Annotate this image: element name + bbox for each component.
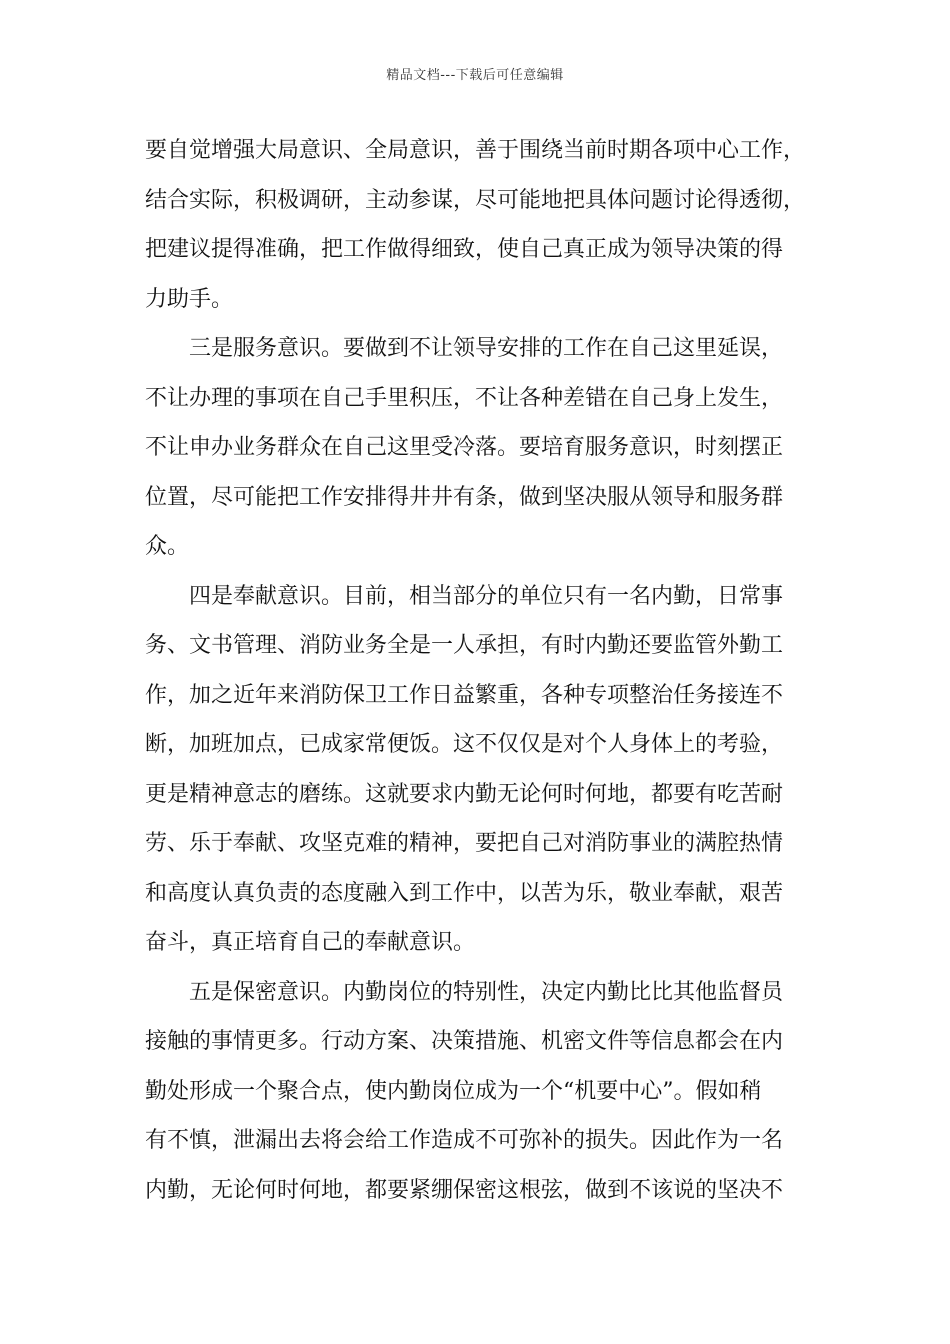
text-line: 务、文书管理、消防业务全是一人承担，有时内勤还要监管外勤工 xyxy=(145,633,784,658)
text-line: 奋斗，真正培育自己的奉献意识。 xyxy=(145,930,476,955)
text-line: 劳、乐于奉献、攻坚克难的精神，要把自己对消防事业的满腔热情 xyxy=(145,831,784,856)
text-line: 和高度认真负责的态度融入到工作中，以苦为乐，敬业奉献，艰苦 xyxy=(145,880,784,906)
text-line: 四是奉献意识。目前，相当部分的单位只有一名内勤，日常事 xyxy=(189,583,784,609)
text-line: 五是保密意识。内勤岗位的特别性，决定内勤比比其他监督员 xyxy=(189,979,784,1005)
text-line: 把建议提得准确，把工作做得细致，使自己真正成为领导决策的得 xyxy=(145,237,784,262)
text-line: 位置，尽可能把工作安排得井井有条，做到坚决服从领导和服务群 xyxy=(145,484,784,510)
text-line: 作，加之近年来消防保卫工作日益繁重，各种专项整治任务接连不 xyxy=(145,682,784,708)
text-line: 更是精神意志的磨练。这就要求内勤无论何时何地，都要有吃苦耐 xyxy=(145,781,784,807)
text-line: 断，加班加点，已成家常便饭。这不仅仅是对个人身体上的考验， xyxy=(145,732,784,757)
text-line: 众。 xyxy=(145,534,190,559)
text-line: 有不慎，泄漏出去将会给工作造成不可弥补的损失。因此作为一名 xyxy=(145,1128,784,1153)
text-line: 三是服务意识。要做到不让领导安排的工作在自己这里延误， xyxy=(189,336,784,361)
body-text xyxy=(145,126,817,1215)
text-line: 要自觉增强大局意识、全局意识，善于围绕当前时期各项中心工作， xyxy=(145,138,806,163)
text-line: 不让办理的事项在自己手里积压，不让各种差错在自己身上发生， xyxy=(145,385,784,411)
running-header: 精品文档---下载后可任意编辑 xyxy=(386,68,564,83)
text-line: 勤处形成一个聚合点，使内勤岗位成为一个“机要中心”。假如稍 xyxy=(145,1078,762,1104)
text-line: 接触的事情更多。行动方案、决策措施、机密文件等信息都会在内 xyxy=(145,1029,784,1054)
text-line: 力助手。 xyxy=(145,286,234,312)
text-line: 结合实际，积极调研，主动参谋，尽可能地把具体问题讨论得透彻， xyxy=(145,187,806,213)
text-line: 内勤，无论何时何地，都要紧绷保密这根弦，做到不该说的坚决不 xyxy=(145,1177,784,1203)
text-line: 不让申办业务群众在自己这里受冷落。要培育服务意识，时刻摆正 xyxy=(145,435,784,460)
